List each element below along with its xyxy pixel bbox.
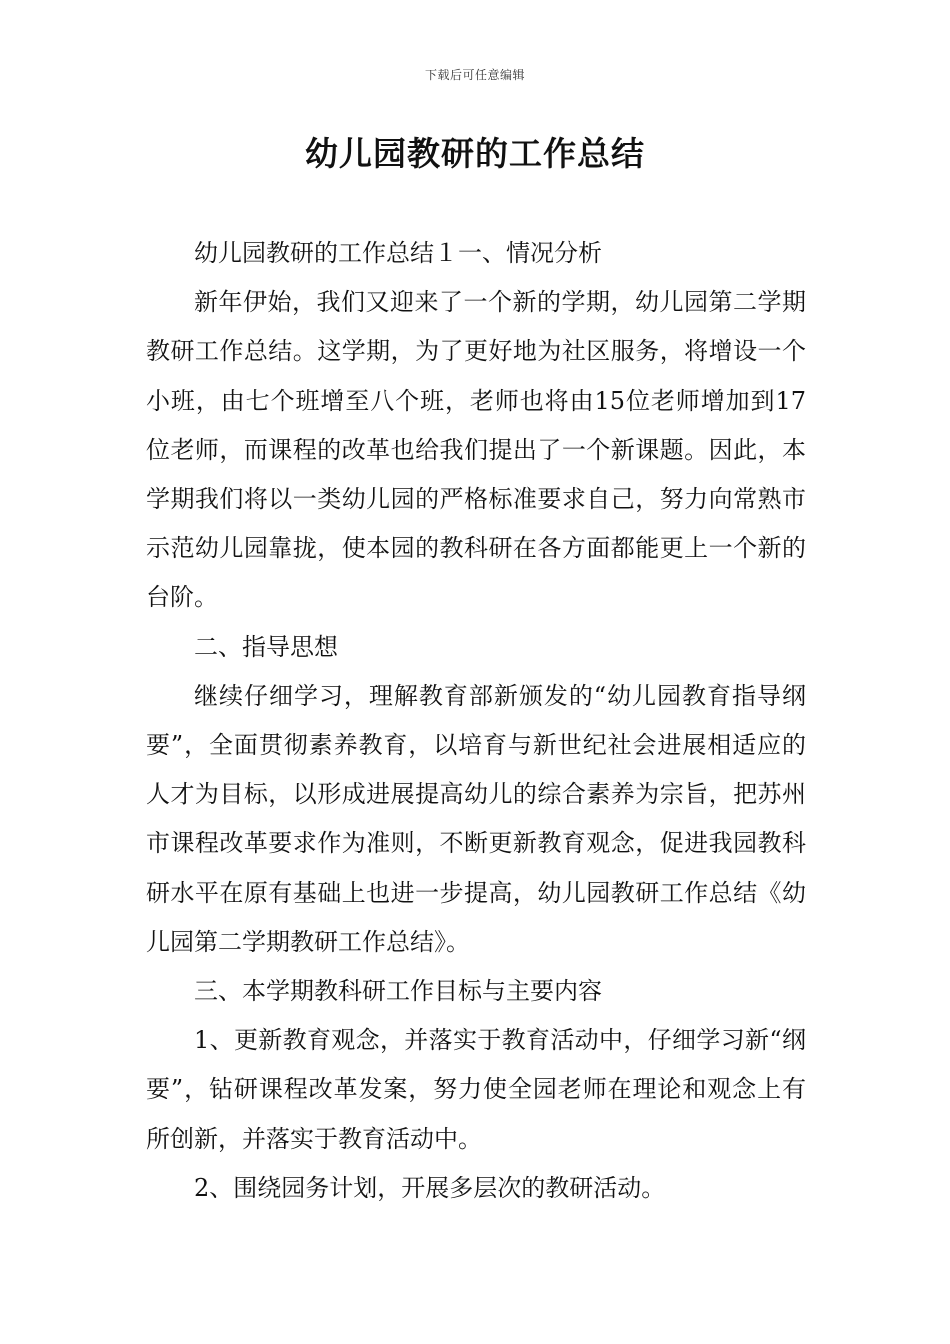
document-body: [146, 229, 806, 1213]
paragraph-heading-guiding-thought: 二、指导思想: [194, 632, 338, 661]
paragraph-section-intro: 幼儿园教研的工作总结１一、情况分析: [194, 239, 602, 267]
paragraph-heading-goals: 三、本学期教科研工作目标与主要内容: [194, 977, 602, 1006]
paragraph-situation-analysis: 新年伊始，我们又迎来了一个新的学期，幼儿园第二学期教研工作总结。这学期，为了更好地为社区服务，将增设一个小班，由七个班增至八个班，老师也将由15位老师增加到17位老师，而课程的改革也给我们提出了一个新课题。因此，本学期我们将以一类幼儿园的严格标准要求自己，努力向常熟市示范幼儿园靠拢，使本园的教科研在各方面都能更上一个新的台阶。: [146, 288, 806, 612]
header-note: 下载后可任意编辑: [424, 68, 525, 82]
paragraph-goal-2: 2、围绕园务计划，开展多层次的教研活动。: [194, 1173, 666, 1202]
paragraph-guiding-thought: 继续仔细学习，理解教育部新颁发的“幼儿园教育指导纲要”，全面贯彻素养教育，以培育与新世纪社会进展相适应的人才为目标，以形成进展提高幼儿的综合素养为宗旨，把苏州市课程改革要求作为准则，不断更新教育观念，促进我园教科研水平在原有基础上也进一步提高，幼儿园教研工作总结《幼儿园第二学期教研工作总结》。: [146, 681, 806, 956]
paragraph-goal-1: 1、更新教育观念，并落实于教育活动中，仔细学习新“纲要”，钻研课程改革发案，努力使全园老师在理论和观念上有所创新，并落实于教育活动中。: [146, 1026, 806, 1153]
document-title: 幼儿园教研的工作总结: [305, 134, 645, 173]
